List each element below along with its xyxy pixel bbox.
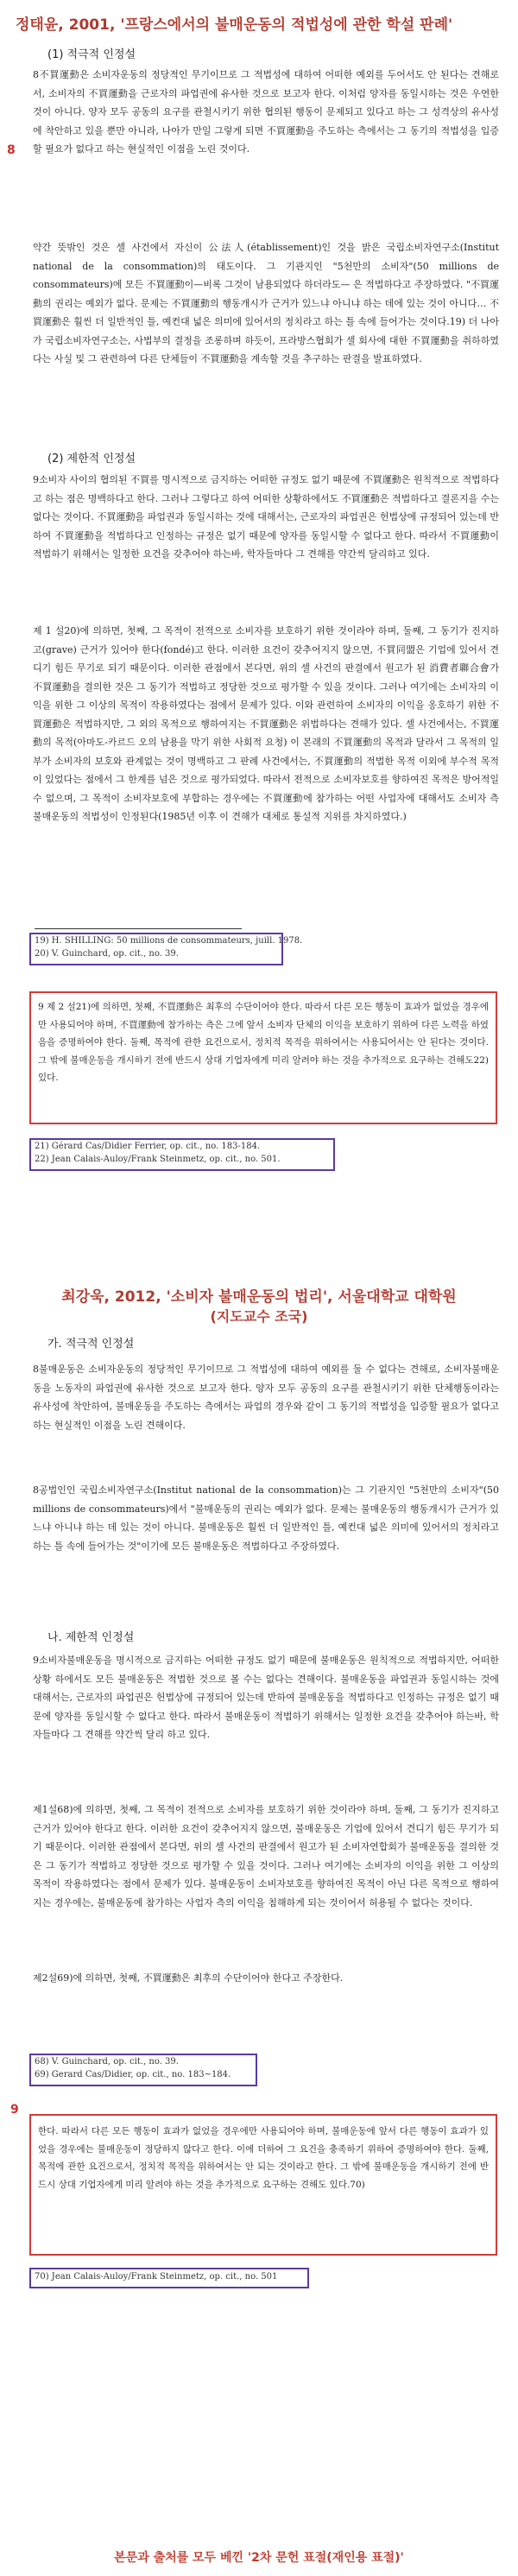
source2-section-limited: 나. 제한적 인정설 bbox=[47, 1631, 135, 1644]
source1-section-active: (1) 적극적 인정설 bbox=[47, 48, 136, 61]
footnote-21: 21) Gérard Cas/Didier Ferrier, op. cit., no. 183-184. bbox=[35, 1142, 261, 1151]
source2-paragraph-2: 8공법인인 국립소비자연구소(Institut national de la consommation)는 그 기관지인 "5천만의 소비자"(50 millions de consommateurs)에서 "불매운동의 권리는 예외가 없다. 문제는 불매운동의 행동개시가 근거가 있느냐 아니냐 하는 데 있는 것이 아니다. 불매운동은 훨씬 더 일반적인 틀, 예컨대 넓은 의미에 있어서의 정치라고 하는 틀 속에 들어가는 것"이기에 모든 불매운동은 적법하다고 주장하였다. bbox=[33, 1484, 502, 1552]
footnote-69: 69) Gerard Cas/Didier, op. cit., no. 183~184. bbox=[35, 2070, 231, 2079]
source2-paragraph-3: 9소비자불매운동을 명시적으로 금지하는 어떠한 규정도 없기 때문에 불매운동은 원칙적으로 적법하지만, 어떠한 상황 하에서도 모든 불매운동은 적법한 것으로 볼 수는 없다는 견해이다. 불매운동을 파업권과 동일시하는 것에 대해서는, 근로자의 파업권은 헌법상에 규정되어 있는데 반하여 불매운동을 적법하다고 인정하는 규정은 없기 때문에 양자를 동일시할 수 없다고 한다. 따라서 불매운동이 적법하기 위해서는 일정한 요건을 갖추어야 하는바, 학자들마다 그 견해를 약간씩 달리 하고 있다. bbox=[33, 1655, 502, 1740]
footnote-20: 20) V. Guinchard, op. cit., no. 39. bbox=[35, 949, 179, 959]
source2-paragraph-5: 제2설69)에 의하면, 첫째, 不買運動은 최후의 수단이어야 한다고 주장한다. bbox=[33, 1972, 344, 1984]
source1-paragraph-1: 8不買運動은 소비자운동의 정당적인 무기이므로 그 적법성에 대하여 어떠한 예외를 두어서도 안 된다는 견해로서, 소비자의 不買運動을 근로자의 파업권에 유사한 것으로 보고자 한다. 이처럼 양자를 동일시하는 것은 우연한 것이 아니다. 양자 모두 공동의 요구를 관철시키기 위한 협의된 행동이 문제되고 있다고 하는 그 성격상의 유사성에 착안하고 있을 뿐만 아니라, 나아가 만일 그렇게 되면 不買運動을 주도하는 측에서는 그 동기의 적법성을 입증할 필요가 없다고 하는 현실적인 이점을 노린 것이다. bbox=[33, 69, 502, 155]
source1-section-limited: (2) 제한적 인정설 bbox=[47, 453, 136, 465]
side-number-8: 8 bbox=[7, 143, 16, 157]
source1-paragraph-5: 9 제 2 설21)에 의하면, 첫째, 不買運動은 최후의 수단이어야 한다. 따라서 다른 모든 행동이 효과가 없었을 경우에만 사용되어야 하며, 不買運動에 참가하는 측은 그에 앞서 소비자 단체의 이익을 보호하기 위하여 다른 노력을 하였음을 증명하여야 한다. 둘째, 목적에 관한 요건으로서, 정치적 목적을 위하여서는 사용되어서는 안 된다는 것이다. 그 밖에 불매운동을 개시하기 전에 반드시 상대 기업자에게 미리 알려야 하는 것을 추가적으로 요구하는 견해도22) 있다. bbox=[38, 1002, 492, 1083]
footnote-rule bbox=[35, 928, 242, 929]
source2-paragraph-4: 제1설68)에 의하면, 첫째, 그 목적이 전적으로 소비자를 보호하기 위한 것이라야 하며, 둘째, 그 동기가 진지하고 근거가 있어야 한다고 한다. 이러한 요건이 갖추어지지 않으면, 불매운동은 기업에 있어서 견디기 힘든 무기가 되기 때문이다. 이러한 관점에서 본다면, 위의 셀 사건의 판결에서 원고가 된 소비자연합회가 불매운동을 결의한 것은 그 동기가 적법하고 정당한 것으로 평가할 수 있을 것이다. 그러나 여기에는 소비자의 이익을 위한 그 이상의 목적이 작용하였다는 점에서 문제가 있다. 불매운동이 소비자보호를 향하여진 목적이 아닌 다른 목적으로 행하여지는 경우에는, 불매운동에 참가하는 사업자 측의 이익을 침해하게 되는 것이어서 허용될 수 없다는 것이다. bbox=[33, 1804, 502, 1908]
source2-paragraph-6: 한다. 따라서 다른 모든 행동이 효과가 없었을 경우에만 사용되어야 하며, 불매운동에 앞서 다른 행동이 효과가 있었을 경우에는 불매운동이 정당하지 않다고 한다. 이에 더하여 그 요건을 충족하기 위하여 증명하여야 한다. 둘째, 목적에 관한 요건으로서, 정치적 목적을 위하여서는 안 되는 것이라고 한다. 그 밖에 불매운동을 개시하기 전에 반드시 상대 기업자에게 미리 알려야 하는 것을 추가적으로 요구하는 견해도 있다.70) bbox=[38, 2126, 492, 2190]
source2-section-active: 가. 적극적 인정설 bbox=[47, 1338, 135, 1351]
footnote-68: 68) V. Guinchard, op. cit., no. 39. bbox=[35, 2057, 179, 2066]
side-number-9: 9 bbox=[10, 2103, 19, 2117]
source1-paragraph-2: 약간 뜻밖인 것은 셀 사건에서 자신이 公法人(établissement)인 것을 밝은 국립소비자연구소(Institut national de la consommation)의 태도이다. 그 기관지인 "5천만의 소비자"(50 millions de consommateurs)에 모든 不買運動이—비록 그것이 남용되었다 하더라도— 은 적법하다고 주장하였다. "不買運動의 권리는 예외가 없다. 문제는 不買運動의 행동개시가 근거가 있느냐 아니냐 하는 데에 있는 것이 아니다… 不買運動은 훨씬 더 일반적인 틀, 예컨대 넓은 의미에 있어서의 정치라고 하는 틀 속에 들어가는 것이다.19) 더 나아가 국립소비자연구소는, 사법부의 결정을 조롱하며 하듯이, 프라방스협회가 셀 회사에 대한 不買運動을 취하하였다는 사실 및 그 관련하여 다른 단체들이 不買運動을 계속할 것을 추구하는 판결을 발표하였다. bbox=[33, 242, 502, 364]
source2-paragraph-1: 8불매운동은 소비자운동의 정당적인 무기이므로 그 적법성에 대하여 예외를 둘 수 없다는 견해로, 소비자불매운동을 노동자의 파업권에 유사한 것으로 보고자 한다. 양자 모두 공동의 요구를 관철시키기 위한 단체행동이라는 유사성에 착안하여, 불매운동을 주도하는 측에서는 파업의 경우와 같이 그 동기의 적법성을 입증할 필요가 없다고 하는 현실적인 이점을 노린 견해이다. bbox=[33, 1364, 502, 1431]
source2-subheading: (지도교수 조국) bbox=[210, 1308, 308, 1325]
footnote-19: 19) H. SHILLING: 50 millions de consommateurs, juill. 1978. bbox=[35, 936, 303, 946]
footnote-70: 70) Jean Calais-Auloy/Frank Steinmetz, op. cit., no. 501 bbox=[35, 2272, 278, 2282]
caption: 본문과 출처를 모두 베낀 '2차 문헌 표절(재인용 표절)' bbox=[114, 2551, 404, 2565]
source2-heading: 최강욱, 2012, '소비자 불매운동의 법리', 서울대학교 대학원 bbox=[61, 1288, 457, 1306]
source1-paragraph-3: 9소비자 사이의 협의된 不買를 명시적으로 금지하는 어떠한 규정도 없기 때문에 不買運動은 원칙적으로 적법하다고 하는 점은 명백하다고 한다. 그러나 그렇다고 하여 어떠한 상황하에서도 不買運動은 적법하다고 결론지을 수는 없다는 것이다. 不買運動을 파업권과 동일시하는 것에 대해서는, 근로자의 파업권은 헌법상에 규정되어 있는데 반하여 不買運動을 적법하다고 인정하는 규정은 없기 때문에 양자를 동일시할 수 없다고 한다. 따라서 不買運動이 적법하기 위해서는 일정한 요건을 갖추어야 하는바, 학자들마다 그 견해를 약간씩 달리하고 있다. bbox=[33, 474, 502, 560]
source1-paragraph-4: 제 1 설20)에 의하면, 첫째, 그 목적이 전적으로 소비자를 보호하기 위한 것이라야 하며, 둘째, 그 동기가 진지하고(grave) 근거가 있어야 한다(fondé)고 한다. 이러한 요건이 갖추어지지 않으면, 不買同盟은 기업에 있어서 견디기 힘든 무기로 되기 때문이다. 이러한 관점에서 본다면, 위의 셀 사건의 판결에서 원고가 된 消費者聯合會가 不買運動을 결의한 것은 그 동기가 적법하고 정당한 것으로 평가할 수 있을 것이다. 그러나 여기에는 소비자의 이익을 위한 그 이상의 목적이 작용하였다는 점에서 문제가 있다. 이와 관련하여 소비자의 이익을 옹호하기 위한 不買運動은 적법하지만, 그 외의 목적으로 행하여지는 不買運動은 위법하다는 견해가 있다. 셀 사건에서는, 不買運動의 목적(아마도-카르드 오의 남용을 막기 위한 사회적 요청) 이 본래의 不買運動의 목적과 달라서 그 목적의 일부가 소비자의 보호와 관계없는 것이 명백하고 그 판례 사건에서는, 不買運動의 적법한 목적 이외에 부수적 목적이 있었다는 점에서 그 한계를 넘은 것으로 평가되었다. 따라서 전적으로 소비자보호를 향하여진 목적은 방어적일 수 없으며, 그 목적이 소비자보호에 부합하는 경우에는 不買運動에 참가하는 어떤 사업자에 대해서도 소비자 측 불매운동의 적법성이 인정된다(1985년 이후 이 견해가 대체로 통설적 지위를 차지하였다.) bbox=[33, 625, 502, 822]
footnote-22: 22) Jean Calais-Auloy/Frank Steinmetz, op. cit., no. 501. bbox=[35, 1155, 281, 1164]
source1-heading: 정태윤, 2001, '프랑스에서의 불매운동의 적법성에 관한 학설 판례' bbox=[16, 16, 453, 34]
